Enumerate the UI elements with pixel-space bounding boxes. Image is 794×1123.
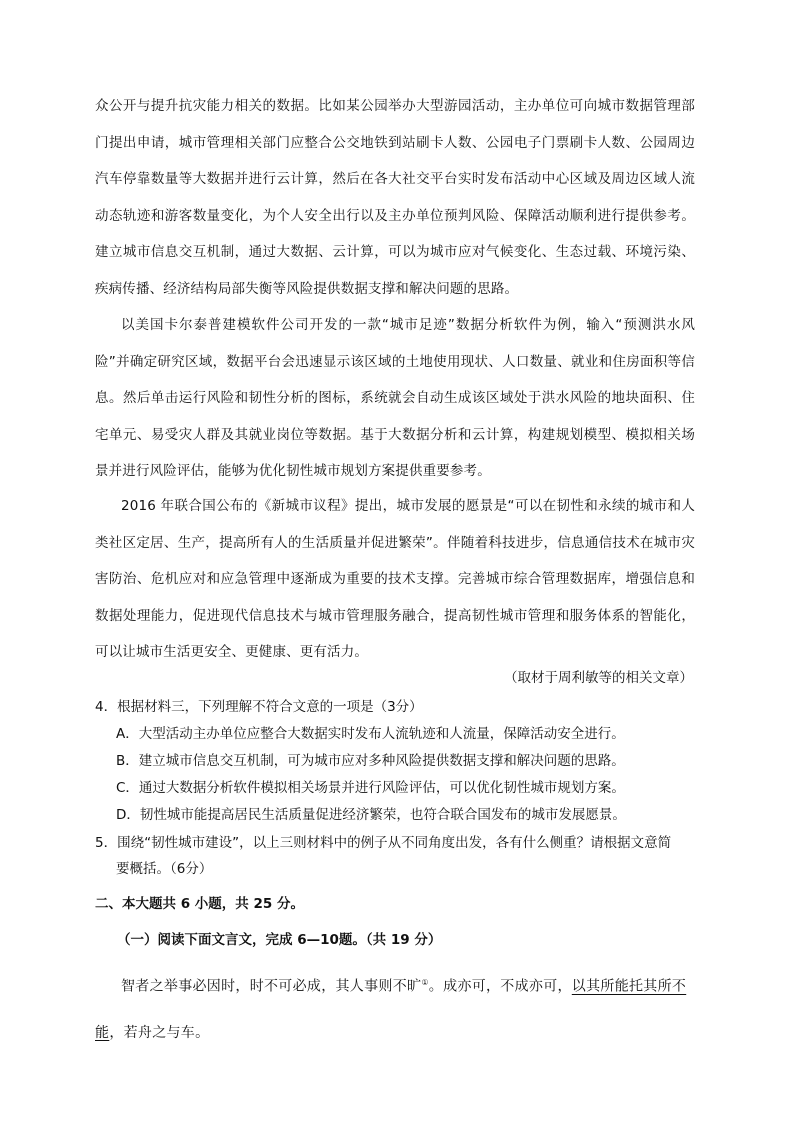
classical-text-middle: 。成亦可，不成亦可， [428, 978, 572, 995]
paragraph-3: 2016 年联合国公布的《新城市议程》提出，城市发展的愿景是“可以在韧性和永续的城市和人类社区定居、生产，提高所有人的生活质量并促进繁荣”。伴随着科技进步，信息通信技术在城市灾害防治、危机应对和应急管理中逐渐成为重要的技术支撑。完善城市综合管理数据库，增强信息和数据处理能力，促进现代信息技术与城市管理服务融合，提高韧性城市管理和服务体系的智能化，可以让城市生活更安全、更健康、更有活力。 [95, 498, 695, 660]
question-5-line-1: 5．围绕“韧性城市建设”，以上三则材料中的例子从不同角度出发，各有什么侧重？请根据文意简 [95, 835, 672, 851]
paragraph-1: 众公开与提升抗灾能力相关的数据。比如某公园举办大型游园活动，主办单位可向城市数据管理部门提出申请，城市管理相关部门应整合公交地铁到站刷卡人数、公园电子门票刷卡人数、公园周边汽车停靠数量等大数据并进行云计算，然后在各大社交平台实时发布活动中心区域及周边区域人流动态轨迹和游客数量变化，为个人安全出行以及主办单位预判风险、保障活动顺利进行提供参考。建立城市信息交互机制，通过大数据、云计算，可以为城市应对气候变化、生态过载、环境污染、疾病传播、经济结构局部失衡等风险提供数据支撑和解决问题的思路。 [95, 98, 695, 297]
classical-text [95, 960, 705, 1056]
question-4-option-c: C．通过大数据分析软件模拟相关场景并进行风险评估，可以优化韧性城市规划方案。 [116, 780, 625, 796]
section-2-title: 二、本大题共 6 小题，共 25 分。 [95, 896, 304, 912]
question-5-line-2: 要概括。（6分） [116, 861, 213, 877]
question-4-stem: 4．根据材料三，下列理解不符合文意的一项是（3分） [95, 699, 423, 715]
question-4-option-b: B．建立城市信息交互机制，可为城市应对多种风险提供数据支撑和解决问题的思路。 [116, 753, 625, 769]
question-4-option-a: A．大型活动主办单位应整合大数据实时发布人流轨迹和人流量，保障活动安全进行。 [116, 726, 625, 742]
paragraph-2: 以美国卡尔泰普建模软件公司开发的一款“城市足迹”数据分析软件为例，输入“预测洪水风险”并确定研究区域，数据平台会迅速显示该区域的土地使用现状、人口数量、就业和住房面积等信息。然后单击运行风险和韧性分析的图标，系统就会自动生成该区域处于洪水风险的地块面积、住宅单元、易受灾人群及其就业岗位等数据。基于大数据分析和云计算，构建规划模型、模拟相关场景并进行风险评估，能够为优化韧性城市规划方案提供重要参考。 [95, 317, 695, 479]
section-2-subtitle: （一）阅读下面文言文，完成 6—10题。（共 19 分） [117, 932, 442, 948]
question-5 [95, 830, 695, 882]
classical-text-after: ，若舟之与车。 [109, 1024, 210, 1041]
source-attribution: （取材于周利敏等的相关文章） [504, 670, 693, 686]
footnote-marker: ① [421, 978, 429, 987]
classical-text-underlined: 以其所能托其所不能 [95, 978, 687, 1041]
question-4-option-d: D．韧性城市能提高居民生活质量促进经济繁荣，也符合联合国发布的城市发展愿景。 [116, 807, 626, 823]
classical-text-before: 智者之举事必因时，时不可必成，其人事则不旷 [121, 978, 422, 995]
